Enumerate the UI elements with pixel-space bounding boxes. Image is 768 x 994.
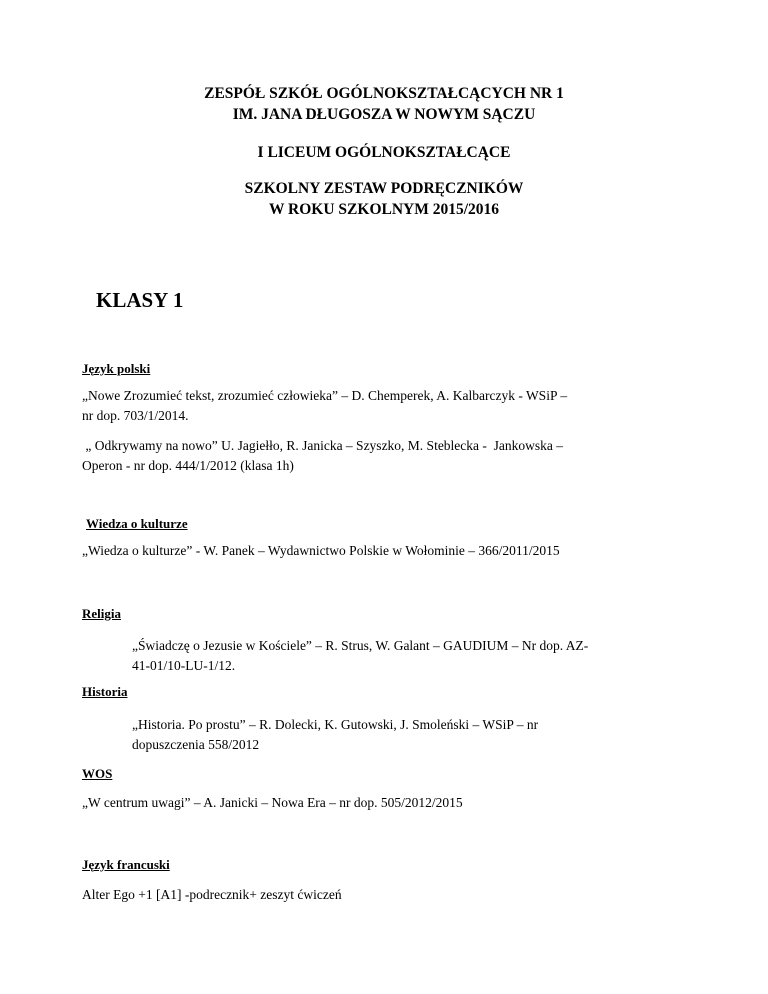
- subject-heading-francuski: Język francuski: [82, 857, 170, 872]
- entry-line: „Świadczę o Jezusie w Kościele” – R. Strus, W. Galant – GAUDIUM – Nr dop. AZ-: [132, 638, 589, 653]
- entry-line: „Historia. Po prostu” – R. Dolecki, K. Gutowski, J. Smoleński – WSiP – nr: [132, 717, 539, 732]
- entry-line: Operon - nr dop. 444/1/2012 (klasa 1h): [82, 458, 294, 473]
- entry-polski-2: [82, 436, 682, 476]
- entry-wos-1: „W centrum uwagi” – A. Janicki – Nowa Era – nr dop. 505/2012/2015: [82, 795, 463, 810]
- subject-heading-polski: Język polski: [82, 361, 151, 376]
- subject-heading-wok: Wiedza o kulturze: [86, 516, 188, 531]
- subject-heading-religia: Religia: [82, 606, 121, 621]
- class-heading: KLASY 1: [96, 288, 184, 312]
- school-name-line2: IM. JANA DŁUGOSZA W NOWYM SĄCZU: [232, 106, 536, 123]
- subject-heading-historia: Historia: [82, 684, 128, 699]
- school-name: [0, 83, 768, 125]
- entry-polski-1: [82, 386, 682, 426]
- entry-line: 41-01/10-LU-1/12.: [132, 658, 236, 673]
- entry-line: „ Odkrywamy na nowo” U. Jagiełło, R. Janicka – Szyszko, M. Steblecka - Jankowska –: [82, 438, 564, 453]
- entry-religia-1: [132, 636, 692, 676]
- school-name-line1: ZESPÓŁ SZKÓŁ OGÓLNOKSZTAŁCĄCYCH NR 1: [204, 85, 564, 102]
- lyceum-name: I LICEUM OGÓLNOKSZTAŁCĄCE: [257, 144, 511, 161]
- entry-wok-1: „Wiedza o kulturze” - W. Panek – Wydawnictwo Polskie w Wołominie – 366/2011/2015: [82, 543, 560, 558]
- title-line2: W ROKU SZKOLNYM 2015/2016: [268, 201, 500, 218]
- document-title: [0, 178, 768, 220]
- entry-line: nr dop. 703/1/2014.: [82, 408, 189, 423]
- entry-francuski-1: Alter Ego +1 [A1] -podrecznik+ zeszyt ćwiczeń: [82, 887, 342, 902]
- entry-line: „Nowe Zrozumieć tekst, zrozumieć człowieka” – D. Chemperek, A. Kalbarczyk - WSiP –: [82, 388, 568, 403]
- subject-heading-wos: WOS: [82, 766, 113, 781]
- entry-line: dopuszczenia 558/2012: [132, 737, 260, 752]
- entry-historia-1: [132, 715, 692, 755]
- title-line1: SZKOLNY ZESTAW PODRĘCZNIKÓW: [244, 180, 524, 197]
